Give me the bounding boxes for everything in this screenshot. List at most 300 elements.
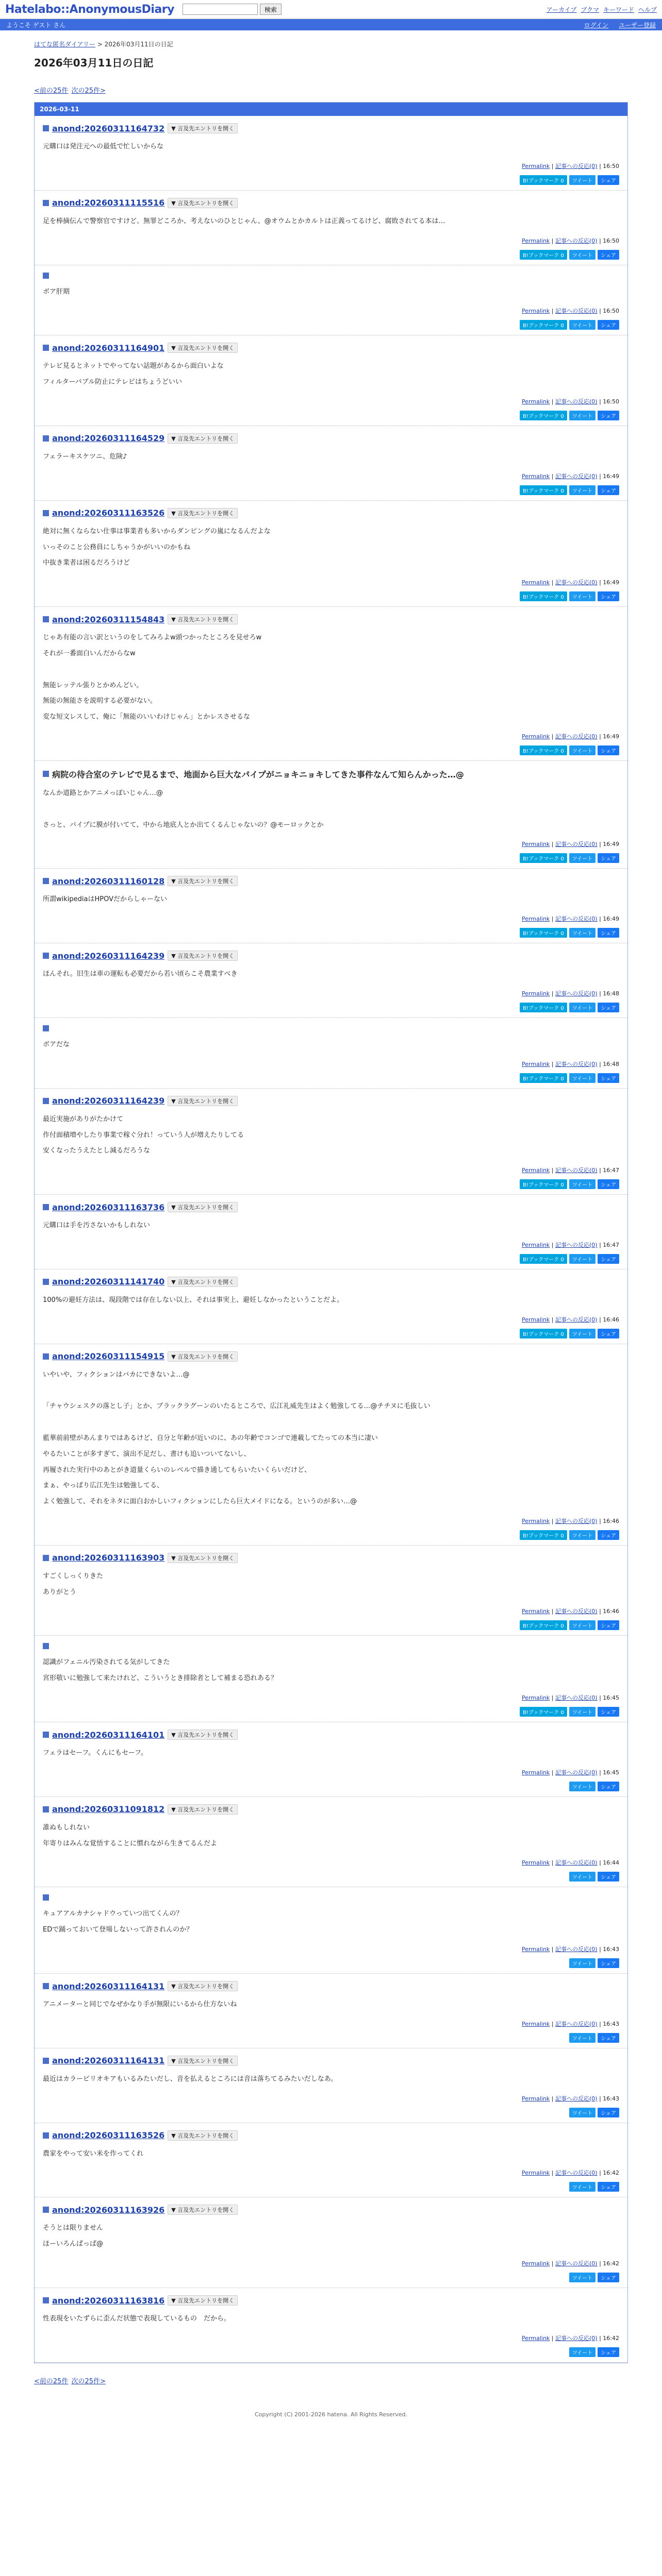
- entry: [35, 1269, 627, 1344]
- entry-footer: Permalink | 記事への反応(0) | 16:43: [522, 2020, 619, 2027]
- entry-title[interactable]: anond:20260311164131: [52, 1981, 165, 1991]
- entry-square-icon: [43, 1983, 49, 1989]
- facebook-share-button[interactable]: シェア: [598, 320, 619, 330]
- permalink-link[interactable]: Permalink: [522, 1946, 550, 1953]
- tweet-button[interactable]: ツイート: [569, 175, 596, 185]
- entry-title[interactable]: anond:20260311163816: [52, 2295, 165, 2306]
- permalink-link[interactable]: Permalink: [522, 990, 550, 997]
- facebook-share-button[interactable]: シェア: [598, 1620, 619, 1630]
- entry-footer: Permalink | 記事への反応(0) | 16:42: [522, 2170, 619, 2177]
- entry-time: 16:43: [603, 2095, 619, 2102]
- entry-body-line: テレビ見るとネットでやってない話題があるから面白いよな: [43, 362, 224, 370]
- entry-footer: Permalink | 記事への反応(0) | 16:45: [522, 1769, 619, 1776]
- search-button[interactable]: 検索: [260, 4, 282, 15]
- entry-body-line: 誰ぬもしれない: [43, 1823, 90, 1832]
- facebook-share-button[interactable]: シェア: [598, 485, 619, 495]
- hatena-bookmark-button[interactable]: B!ブックマーク 0: [520, 1530, 567, 1540]
- open-referenced-entry-button[interactable]: ▼ 言及先エントリを開く: [168, 614, 238, 624]
- reply-link[interactable]: 記事への反応(0): [555, 1946, 598, 1953]
- entry-title[interactable]: anond:20260311163526: [52, 508, 165, 518]
- entry-footer: Permalink | 記事への反応(0) | 16:42: [522, 2334, 619, 2342]
- permalink-link[interactable]: Permalink: [522, 472, 550, 480]
- open-referenced-entry-button[interactable]: ▼ 言及先エントリを開く: [168, 951, 238, 961]
- bottom-prev-page-link[interactable]: <前の25件: [34, 2377, 69, 2385]
- hatena-bookmark-button[interactable]: B!ブックマーク 0: [520, 485, 567, 495]
- open-referenced-entry-button[interactable]: ▼ 言及先エントリを開く: [168, 1553, 238, 1563]
- permalink-link[interactable]: Permalink: [522, 398, 550, 405]
- reply-link[interactable]: 記事への反応(0): [555, 916, 598, 923]
- entry-title[interactable]: anond:20260311164901: [52, 343, 165, 353]
- tweet-button[interactable]: ツイート: [569, 1254, 596, 1264]
- permalink-link[interactable]: Permalink: [522, 1608, 550, 1615]
- entry-square-icon: [43, 1025, 49, 1031]
- hatena-bookmark-button[interactable]: B!ブックマーク 0: [520, 1707, 567, 1717]
- entry-body: [43, 2223, 619, 2250]
- entry-body-line: アニメーターと同じでなぜかなり手が無限にいるから仕方ないね: [43, 2001, 237, 2009]
- reply-link[interactable]: 記事への反応(0): [555, 472, 598, 480]
- open-referenced-entry-button[interactable]: ▼ 言及先エントリを開く: [168, 2295, 238, 2306]
- reply-link[interactable]: 記事への反応(0): [555, 1241, 598, 1248]
- entry-body-line: 農家をやって安い米を作ってくれ: [43, 2149, 144, 2158]
- hatena-bookmark-button[interactable]: B!ブックマーク 0: [520, 1073, 567, 1083]
- entry-title-row: [43, 2205, 619, 2215]
- reply-link[interactable]: 記事への反応(0): [555, 841, 598, 848]
- entry-footer: Permalink | 記事への反応(0) | 16:50: [522, 398, 619, 405]
- search-area: [183, 4, 282, 15]
- entry-body: [43, 452, 619, 463]
- share-buttons: [43, 2033, 619, 2043]
- entry-title[interactable]: anond:20260311154915: [52, 1351, 165, 1362]
- open-referenced-entry-button[interactable]: ▼ 言及先エントリを開く: [168, 2205, 238, 2215]
- facebook-share-button[interactable]: シェア: [598, 1530, 619, 1540]
- entry-title-row: [43, 343, 619, 353]
- entry-body: [43, 1823, 619, 1850]
- entry-footer: Permalink | 記事への反応(0) | 16:50: [522, 237, 619, 244]
- entry: [35, 1722, 627, 1797]
- entry-body-line: EDで踊っておいて登場しないって許されんのか？: [43, 1926, 193, 1934]
- reply-link[interactable]: 記事への反応(0): [555, 2334, 598, 2342]
- entry-title[interactable]: anond:20260311164131: [52, 2056, 165, 2066]
- hatena-bookmark-button[interactable]: B!ブックマーク 0: [520, 853, 567, 863]
- share-buttons: [43, 928, 619, 938]
- reply-link[interactable]: 記事への反応(0): [555, 2095, 598, 2102]
- entry: [35, 1797, 627, 1888]
- entry-time: 16:46: [603, 1316, 619, 1323]
- main-container: [0, 30, 662, 2385]
- entry: [35, 265, 627, 336]
- entry-title[interactable]: anond:20260311163926: [52, 2205, 165, 2215]
- facebook-share-button[interactable]: シェア: [598, 2182, 619, 2192]
- facebook-share-button[interactable]: シェア: [598, 1958, 619, 1968]
- entry-body-line: 最近はカラーピリオキアもいるみたいだし、音を払えるところには音は落ちてるみたいだしなあ。: [43, 2075, 338, 2083]
- permalink-link[interactable]: Permalink: [522, 2260, 550, 2267]
- reply-link[interactable]: 記事への反応(0): [555, 1316, 598, 1323]
- entry-body: [43, 1221, 619, 1231]
- permalink-link[interactable]: Permalink: [522, 2095, 550, 2102]
- entry-square-icon: [43, 1806, 49, 1812]
- entry-title[interactable]: anond:20260311163736: [52, 1202, 165, 1212]
- entry-body-line: 100%の避妊方法は、現段階では存在しない以上、それは事実上、避妊しなかったということだよ。: [43, 1296, 344, 1304]
- reply-link[interactable]: 記事への反応(0): [555, 1859, 598, 1867]
- share-buttons: [43, 591, 619, 601]
- entry-square-icon: [43, 125, 49, 131]
- tweet-button[interactable]: ツイート: [569, 1073, 596, 1083]
- facebook-share-button[interactable]: シェア: [598, 2033, 619, 2043]
- entry-square-icon: [43, 1894, 49, 1901]
- permalink-link[interactable]: Permalink: [522, 1769, 550, 1776]
- reply-link[interactable]: 記事への反応(0): [555, 1769, 598, 1776]
- entry-body-line: 元購口は発注元への最低で忙しいからな: [43, 143, 164, 150]
- permalink-link[interactable]: Permalink: [522, 1316, 550, 1323]
- entry-time: 16:50: [603, 308, 619, 315]
- entry-body-line: 無能の無能さを説明する必要がない。: [43, 697, 157, 705]
- open-referenced-entry-button[interactable]: ▼ 言及先エントリを開く: [168, 1351, 238, 1362]
- facebook-share-button[interactable]: シェア: [598, 1707, 619, 1717]
- hatena-bookmark-button[interactable]: B!ブックマーク 0: [520, 250, 567, 260]
- entry-time: 16:42: [603, 2170, 619, 2177]
- entry-title-row: [43, 1202, 619, 1212]
- entry: [35, 426, 627, 501]
- header-links: [547, 5, 657, 14]
- entry-body: [43, 1909, 619, 1936]
- open-referenced-entry-button[interactable]: ▼ 言及先エントリを開く: [168, 1202, 238, 1212]
- entry-footer: Permalink | 記事への反応(0) | 16:49: [522, 841, 619, 848]
- facebook-share-button[interactable]: シェア: [598, 745, 619, 755]
- entry-body-line: それが一番面白いんだからなw: [43, 649, 136, 657]
- breadcrumb: [34, 40, 628, 48]
- share-buttons: [43, 1782, 619, 1791]
- header-link-help[interactable]: ヘルプ: [638, 6, 657, 13]
- breadcrumb-home-link[interactable]: はてな匿名ダイアリー: [34, 41, 95, 48]
- share-buttons: [43, 1254, 619, 1264]
- tweet-button[interactable]: ツイート: [569, 2033, 596, 2043]
- hatena-bookmark-button[interactable]: B!ブックマーク 0: [520, 411, 567, 420]
- entry-footer: Permalink | 記事への反応(0) | 16:49: [522, 733, 619, 740]
- entry: [35, 335, 627, 426]
- site-logo[interactable]: Hatelabo::AnonymousDiary: [5, 3, 174, 16]
- entry-footer: Permalink | 記事への反応(0) | 16:42: [522, 2260, 619, 2267]
- reply-link[interactable]: 記事への反応(0): [555, 1608, 598, 1615]
- tweet-button[interactable]: ツイート: [569, 2182, 596, 2192]
- header-link-archive[interactable]: アーカイブ: [546, 6, 577, 13]
- tweet-button[interactable]: ツイート: [569, 1872, 596, 1882]
- tweet-button[interactable]: ツイート: [569, 1179, 596, 1189]
- entry-square-icon: [43, 273, 49, 279]
- entry-title[interactable]: anond:20260311091812: [52, 1804, 165, 1815]
- reply-link[interactable]: 記事への反応(0): [555, 579, 598, 586]
- permalink-link[interactable]: Permalink: [522, 237, 550, 244]
- tweet-button[interactable]: ツイート: [569, 591, 596, 601]
- entry-square-icon: [43, 1204, 49, 1210]
- facebook-share-button[interactable]: シェア: [598, 411, 619, 420]
- entry: [35, 1974, 627, 2048]
- hatena-bookmark-button[interactable]: B!ブックマーク 0: [520, 175, 567, 185]
- entry-title[interactable]: anond:20260311163903: [52, 1553, 165, 1563]
- hatena-bookmark-button[interactable]: B!ブックマーク 0: [520, 1003, 567, 1012]
- entry-title[interactable]: anond:20260311164101: [52, 1730, 165, 1740]
- entry-body-line: ほーいろんぱっぱ@: [43, 2240, 104, 2248]
- entry: [35, 2197, 627, 2288]
- entry-time: 16:47: [603, 1167, 619, 1174]
- facebook-share-button[interactable]: シェア: [598, 2108, 619, 2117]
- entry-title-row: [43, 198, 619, 208]
- facebook-share-button[interactable]: シェア: [598, 1254, 619, 1264]
- tweet-button[interactable]: ツイート: [569, 928, 596, 938]
- permalink-link[interactable]: Permalink: [522, 1167, 550, 1174]
- entry-time: 16:48: [603, 1060, 619, 1067]
- entry-title-row: [43, 1730, 619, 1740]
- entry-title-row: [43, 1351, 619, 1362]
- tweet-button[interactable]: ツイート: [569, 411, 596, 420]
- facebook-share-button[interactable]: シェア: [598, 853, 619, 863]
- top-pager: [34, 85, 628, 95]
- share-buttons: [43, 853, 619, 863]
- account-links: [584, 21, 656, 29]
- share-buttons: [43, 411, 619, 420]
- hatena-bookmark-button[interactable]: B!ブックマーク 0: [520, 1254, 567, 1264]
- next-page-link[interactable]: 次の25件>: [71, 87, 106, 95]
- open-referenced-entry-button[interactable]: ▼ 言及先エントリを開く: [168, 1804, 238, 1815]
- facebook-share-button[interactable]: シェア: [598, 1179, 619, 1189]
- permalink-link[interactable]: Permalink: [522, 1859, 550, 1867]
- bottom-next-page-link[interactable]: 次の25件>: [71, 2377, 106, 2385]
- entry-time: 16:50: [603, 237, 619, 244]
- entry-time: 16:50: [603, 398, 619, 405]
- entry: [35, 2288, 627, 2363]
- greeting: ようこそ ゲスト さん: [6, 21, 66, 29]
- permalink-link[interactable]: Permalink: [522, 2020, 550, 2027]
- entry: [35, 1089, 627, 1195]
- register-link[interactable]: ユーザー登録: [618, 21, 656, 29]
- entry: [35, 1018, 627, 1089]
- breadcrumb-current: > 2026年03月11日の日記: [95, 41, 173, 48]
- entry-title-row: [43, 433, 619, 444]
- entry-body: [43, 1748, 619, 1759]
- entry-title[interactable]: anond:20260311141740: [52, 1277, 165, 1287]
- facebook-share-button[interactable]: シェア: [598, 1782, 619, 1791]
- reply-link[interactable]: 記事への反応(0): [555, 398, 598, 405]
- open-referenced-entry-button[interactable]: ▼ 言及先エントリを開く: [168, 1096, 238, 1106]
- entry-body-line: 認識がフェニル汚染されてる気がしてきた: [43, 1658, 170, 1667]
- entry-body: [43, 969, 619, 980]
- share-buttons: [43, 1620, 619, 1630]
- entry: [35, 1344, 627, 1546]
- permalink-link[interactable]: Permalink: [522, 1694, 550, 1702]
- entry-time: 16:45: [603, 1694, 619, 1702]
- entry-body-line: 年寄りはみんな覚悟することに慣れながら生きてるんだよ: [43, 1839, 218, 1848]
- open-referenced-entry-button[interactable]: ▼ 言及先エントリを開く: [168, 1981, 238, 1991]
- entry-title[interactable]: anond:20260311164732: [52, 123, 165, 133]
- entry: [35, 2123, 627, 2198]
- hatena-bookmark-button[interactable]: B!ブックマーク 0: [520, 591, 567, 601]
- reply-link[interactable]: 記事への反応(0): [555, 1167, 598, 1174]
- entry-title[interactable]: anond:20260311154843: [52, 614, 165, 624]
- entry: [35, 191, 627, 265]
- header-link-bookmark[interactable]: ブクマ: [581, 6, 599, 13]
- tweet-button[interactable]: ツイート: [569, 2273, 596, 2282]
- entry-title-row: [43, 1804, 619, 1815]
- facebook-share-button[interactable]: シェア: [598, 1073, 619, 1083]
- entry-title[interactable]: anond:20260311160128: [52, 876, 165, 886]
- prev-page-link[interactable]: <前の25件: [34, 87, 69, 95]
- permalink-link[interactable]: Permalink: [522, 579, 550, 586]
- hatena-bookmark-button[interactable]: B!ブックマーク 0: [520, 320, 567, 330]
- entry-body-line: ほんそれ。旧生は車の運転も必要だから若い頃らこそ農業すべき: [43, 970, 238, 978]
- tweet-button[interactable]: ツイート: [569, 1707, 596, 1717]
- reply-link[interactable]: 記事への反応(0): [555, 308, 598, 315]
- entry-title[interactable]: anond:20260311115516: [52, 198, 165, 208]
- permalink-link[interactable]: Permalink: [522, 841, 550, 848]
- entry-square-icon: [43, 345, 49, 351]
- entry-body-line: ボアだな: [43, 1040, 70, 1048]
- tweet-button[interactable]: ツイート: [569, 1782, 596, 1791]
- reply-link[interactable]: 記事への反応(0): [555, 237, 598, 244]
- tweet-button[interactable]: ツイート: [569, 1329, 596, 1338]
- tweet-button[interactable]: ツイート: [569, 2347, 596, 2357]
- entry-square-icon: [43, 2297, 49, 2303]
- entry: [35, 607, 627, 761]
- entry-body-line: そうとは限りません: [43, 2224, 104, 2232]
- entry-time: 16:49: [603, 733, 619, 740]
- hatena-bookmark-button[interactable]: B!ブックマーク 0: [520, 1329, 567, 1338]
- entry-body-line: 作付面積増やしたり事業で稼ぐ分れ！っていう人が増えたりしてる: [43, 1131, 244, 1139]
- tweet-button[interactable]: ツイート: [569, 2108, 596, 2117]
- entry-title[interactable]: anond:20260311164529: [52, 433, 165, 444]
- entry-square-icon: [43, 200, 49, 206]
- open-referenced-entry-button[interactable]: ▼ 言及先エントリを開く: [168, 1277, 238, 1287]
- permalink-link[interactable]: Permalink: [522, 162, 550, 170]
- open-referenced-entry-button[interactable]: ▼ 言及先エントリを開く: [168, 1730, 238, 1740]
- entry: [35, 116, 627, 191]
- entry-title[interactable]: anond:20260311163526: [52, 2130, 165, 2141]
- entry-body-line: やるたいことが多すぎて、演出不足だし、書けも追いついてないし、: [43, 1450, 251, 1458]
- open-referenced-entry-button[interactable]: ▼ 言及先エントリを開く: [168, 2130, 238, 2141]
- hatena-bookmark-button[interactable]: B!ブックマーク 0: [520, 745, 567, 755]
- facebook-share-button[interactable]: シェア: [598, 1329, 619, 1338]
- reply-link[interactable]: 記事への反応(0): [555, 1060, 598, 1067]
- tweet-button[interactable]: ツイート: [569, 1958, 596, 1968]
- tweet-button[interactable]: ツイート: [569, 1003, 596, 1012]
- entry-body-line: ありがとう: [43, 1588, 77, 1596]
- facebook-share-button[interactable]: シェア: [598, 175, 619, 185]
- login-link[interactable]: ログイン: [584, 21, 608, 29]
- entry-time: 16:43: [603, 1946, 619, 1953]
- entry-footer: Permalink | 記事への反応(0) | 16:44: [522, 1859, 619, 1867]
- permalink-link[interactable]: Permalink: [522, 1241, 550, 1248]
- entry-body-line: 性表現をいたずらに歪んだ状態で表現しているもの だから。: [43, 2315, 231, 2323]
- entry: [35, 761, 627, 869]
- tweet-button[interactable]: ツイート: [569, 1530, 596, 1540]
- permalink-link[interactable]: Permalink: [522, 733, 550, 740]
- permalink-link[interactable]: Permalink: [522, 308, 550, 315]
- reply-link[interactable]: 記事への反応(0): [555, 733, 598, 740]
- entry-body-line: すごくしっくりきた: [43, 1572, 104, 1580]
- entry-title-row: [43, 876, 619, 886]
- open-referenced-entry-button[interactable]: ▼ 言及先エントリを開く: [168, 876, 238, 886]
- entry-title-row: [43, 508, 619, 518]
- hatena-bookmark-button[interactable]: B!ブックマーク 0: [520, 1179, 567, 1189]
- open-referenced-entry-button[interactable]: ▼ 言及先エントリを開く: [168, 198, 238, 208]
- entry-body-line: じゃあ有能の言い訳というのをしてみろよw頭つかったところを見せろw: [43, 634, 262, 642]
- reply-link[interactable]: 記事への反応(0): [555, 2170, 598, 2177]
- open-referenced-entry-button[interactable]: ▼ 言及先エントリを開く: [168, 123, 238, 133]
- permalink-link[interactable]: Permalink: [522, 2334, 550, 2342]
- tweet-button[interactable]: ツイート: [569, 1620, 596, 1630]
- header-link-keyword[interactable]: キーワード: [603, 6, 634, 13]
- share-buttons: [43, 2273, 619, 2282]
- entry: [35, 1546, 627, 1636]
- open-referenced-entry-button[interactable]: ▼ 言及先エントリを開く: [168, 433, 238, 444]
- entry-time: 16:44: [603, 1859, 619, 1867]
- entry-body-line: [43, 1386, 619, 1397]
- entry-list: [35, 116, 627, 2363]
- facebook-share-button[interactable]: シェア: [598, 250, 619, 260]
- reply-link[interactable]: 記事への反応(0): [555, 1517, 598, 1524]
- entry-time: 16:46: [603, 1608, 619, 1615]
- entry-body-line: 中抜き業者は困るだろうけど: [43, 559, 130, 567]
- facebook-share-button[interactable]: シェア: [598, 2273, 619, 2282]
- entry-square-icon: [43, 2207, 49, 2213]
- facebook-share-button[interactable]: シェア: [598, 2347, 619, 2357]
- reply-link[interactable]: 記事への反応(0): [555, 2260, 598, 2267]
- hatena-bookmark-button[interactable]: B!ブックマーク 0: [520, 928, 567, 938]
- tweet-button[interactable]: ツイート: [569, 853, 596, 863]
- permalink-link[interactable]: Permalink: [522, 916, 550, 923]
- search-input[interactable]: [183, 4, 258, 15]
- share-buttons: [43, 1958, 619, 1968]
- permalink-link[interactable]: Permalink: [522, 1517, 550, 1524]
- tweet-button[interactable]: ツイート: [569, 250, 596, 260]
- tweet-button[interactable]: ツイート: [569, 320, 596, 330]
- open-referenced-entry-button[interactable]: ▼ 言及先エントリを開く: [168, 2056, 238, 2066]
- entry-footer: Permalink | 記事への反応(0) | 16:48: [522, 990, 619, 997]
- open-referenced-entry-button[interactable]: ▼ 言及先エントリを開く: [168, 343, 238, 353]
- facebook-share-button[interactable]: シェア: [598, 928, 619, 938]
- entry-body: [43, 527, 619, 569]
- facebook-share-button[interactable]: シェア: [598, 1872, 619, 1882]
- facebook-share-button[interactable]: シェア: [598, 1003, 619, 1012]
- entry-title[interactable]: anond:20260311164239: [52, 1096, 165, 1106]
- entry-title: 病院の待合室のテレビで見るまで、地面から巨大なパイプがニョキニョキしてきた事件なんて知らんかった…@: [52, 769, 464, 779]
- share-buttons: [43, 1530, 619, 1540]
- entry-title[interactable]: anond:20260311164239: [52, 951, 165, 961]
- entry-title-row: [43, 1643, 619, 1649]
- hatena-bookmark-button[interactable]: B!ブックマーク 0: [520, 1620, 567, 1630]
- permalink-link[interactable]: Permalink: [522, 1060, 550, 1067]
- reply-link[interactable]: 記事への反応(0): [555, 990, 598, 997]
- entry-body: [43, 1114, 619, 1157]
- tweet-button[interactable]: ツイート: [569, 745, 596, 755]
- entry-time: 16:48: [603, 990, 619, 997]
- reply-link[interactable]: 記事への反応(0): [555, 1694, 598, 1702]
- share-buttons: [43, 2182, 619, 2192]
- entry-footer: Permalink | 記事への反応(0) | 16:50: [522, 308, 619, 315]
- entry-square-icon: [43, 435, 49, 442]
- entry-square-icon: [43, 878, 49, 884]
- entry-time: 16:49: [603, 916, 619, 923]
- reply-link[interactable]: 記事への反応(0): [555, 2020, 598, 2027]
- share-buttons: [43, 1179, 619, 1189]
- open-referenced-entry-button[interactable]: ▼ 言及先エントリを開く: [168, 508, 238, 518]
- tweet-button[interactable]: ツイート: [569, 485, 596, 495]
- entry-title-row: [43, 273, 619, 279]
- entry-footer: Permalink | 記事への反応(0) | 16:43: [522, 1946, 619, 1953]
- permalink-link[interactable]: Permalink: [522, 2170, 550, 2177]
- sub-bar: [0, 19, 662, 30]
- facebook-share-button[interactable]: シェア: [598, 591, 619, 601]
- reply-link[interactable]: 記事への反応(0): [555, 162, 598, 170]
- entry-time: 16:46: [603, 1517, 619, 1524]
